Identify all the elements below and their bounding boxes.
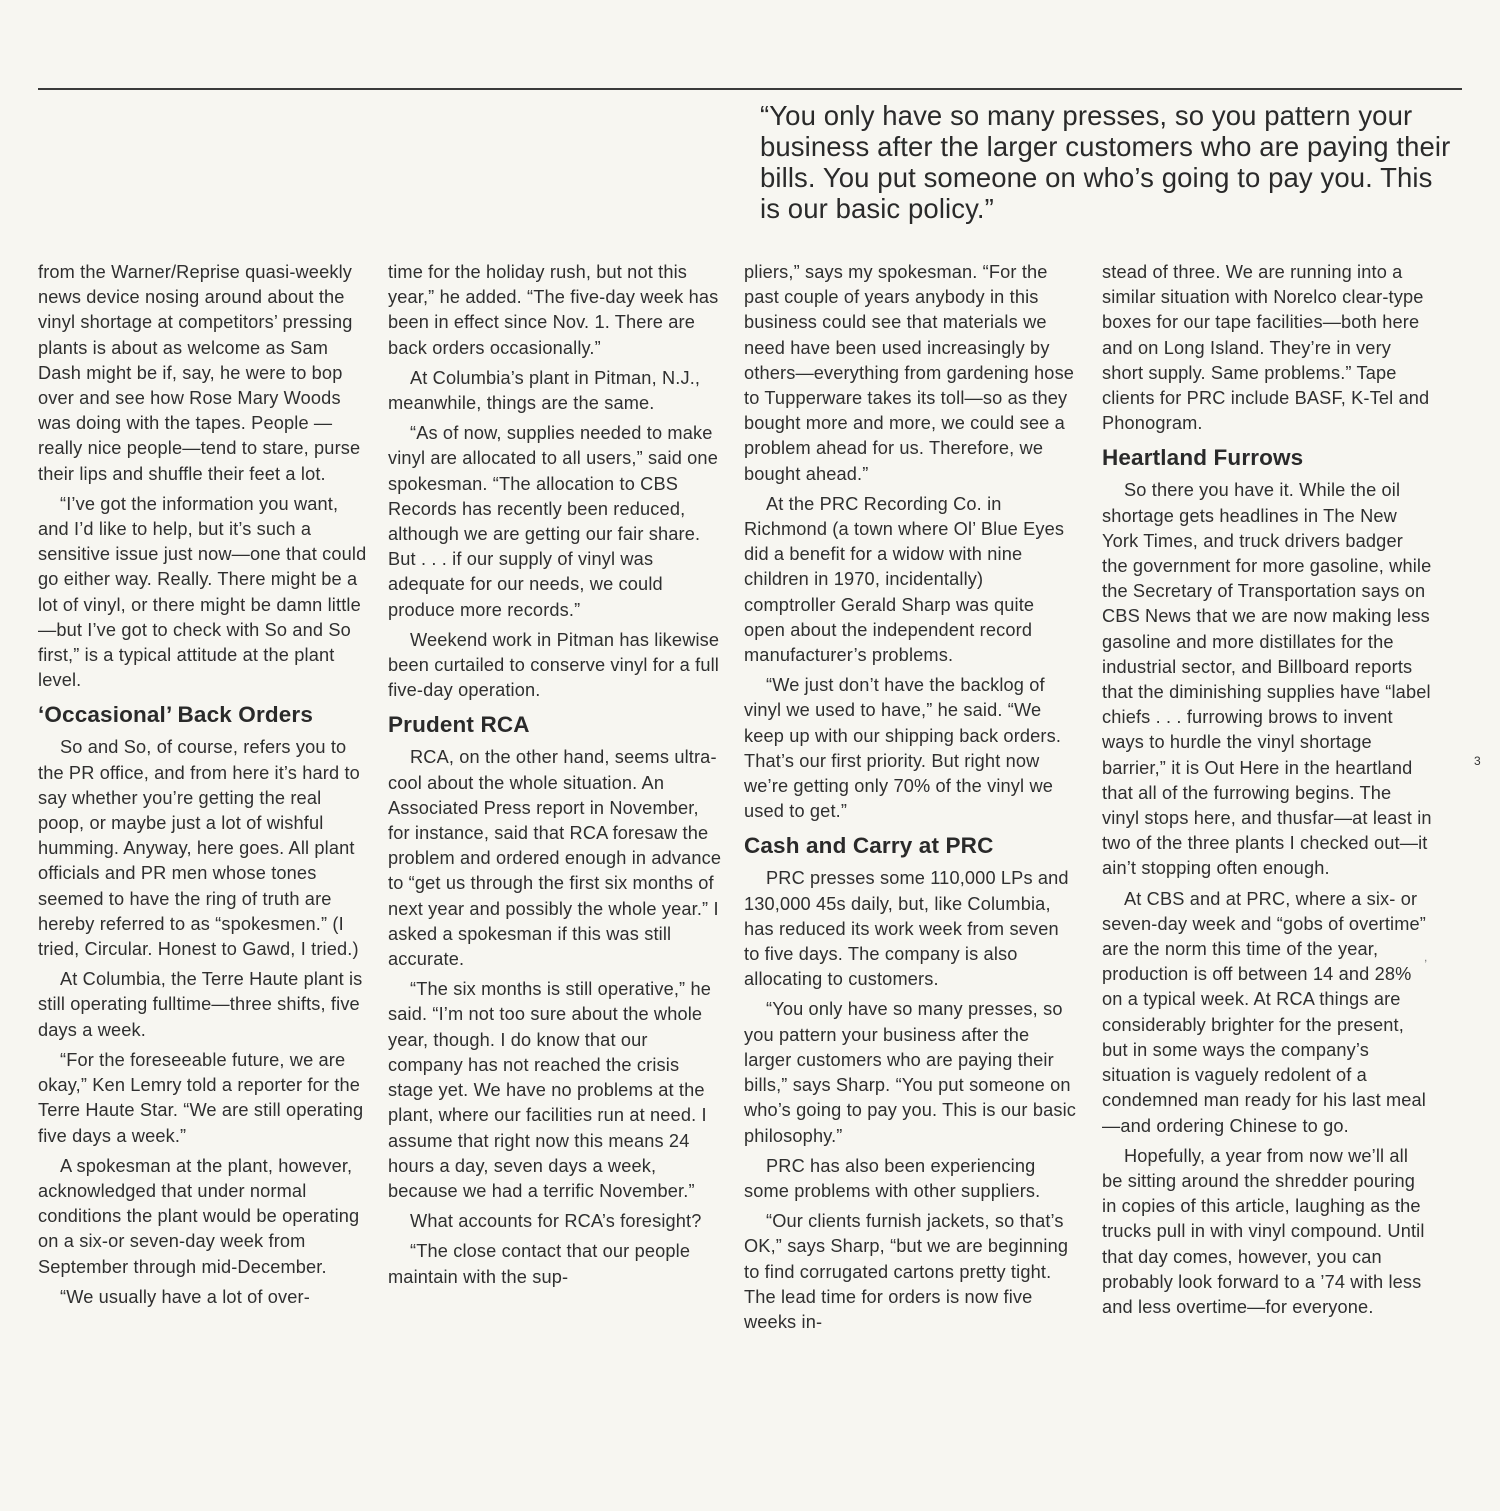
section-heading: Heartland Furrows xyxy=(1102,445,1304,471)
article-paragraph: “We just don’t have the backlog of vinyl we used to have,” he said. “We keep up with our shipping back orders. That’s our first priority. But right now we’re getting only 70% of the vinyl we used to get.” xyxy=(744,675,1062,822)
article-paragraph: So there you have it. While the oil shortage gets headlines in The New York Times, and truck drivers badger the government for more gasoline, while the Secretary of Transportation says on CBS News that we are now making less gasoline and more distillates for the industrial sector, and Billboard reports that the diminishing supplies have “label chiefs . . . furrowing brows to invent ways to hurdle the vinyl shortage barrier,” it is Out Here in the heartland that all of the furrowing begins. The vinyl stops here, and thusfar—at least in two of the three plants I checked out—it ain’t stopping often enough. xyxy=(1102,480,1432,879)
section-heading: Cash and Carry at PRC xyxy=(744,833,994,859)
article-column-3 xyxy=(744,260,1077,1500)
pull-quote: “You only have so many presses, so you pattern your business after the larger customers who are paying their bills. You put someone on who’s going to pay you. This is our basic policy.” xyxy=(760,100,1451,224)
article-paragraph: Weekend work in Pitman has likewise been curtailed to conserve vinyl for a full five-day operation. xyxy=(388,629,720,701)
section-heading: Prudent RCA xyxy=(388,712,530,738)
article-paragraph: PRC has also been experiencing some problems with other suppliers. xyxy=(744,1155,1041,1201)
article-paragraph: “We usually have a lot of over- xyxy=(60,1286,310,1307)
article-paragraph: A spokesman at the plant, however, acknowledged that under normal conditions the plant would be operating on a six-or seven-day week from September through mid-December. xyxy=(38,1155,360,1277)
article-paragraph: PRC presses some 110,000 LPs and 130,000 45s daily, but, like Columbia, has reduced its work week from seven to five days. The company is also allocating to customers. xyxy=(744,868,1069,990)
article-paragraph: “As of now, supplies needed to make vinyl are allocated to all users,” said one spokesman. “The allocation to CBS Records has recently been reduced, although we are getting our fair share. But . . . if our supply of vinyl was adequate for our needs, we could produce more records.” xyxy=(388,423,718,620)
section-heading: ‘Occasional’ Back Orders xyxy=(38,702,313,728)
article-paragraph: RCA, on the other hand, seems ultra-cool about the whole situation. An Associated Press report in November, for instance, said that RCA foresaw the problem and ordered enough in advance to “get us through the first six months of next year and possibly the whole year.” I asked a spokesman if this was still accurate. xyxy=(388,747,722,970)
article-paragraph: “You only have so many presses, so you pattern your business after the larger customers who are paying their bills,” says Sharp. “You put someone on who’s going to pay you. This is our basic philosophy.” xyxy=(744,999,1077,1146)
article-column-4 xyxy=(1102,260,1432,1500)
article-paragraph: At Columbia’s plant in Pitman, N.J., meanwhile, things are the same. xyxy=(388,367,701,414)
article-column-2 xyxy=(388,260,723,1500)
article-paragraph: So and So, of course, refers you to the PR office, and from here it’s hard to say whether you’re getting the real poop, or maybe just a lot of wishful humming. Anyway, here goes. All plant officials and PR men whose tones seemed to have the ring of truth are hereby referred to as “spokesmen.” (I tried, Circular. Honest to Gawd, I tried.) xyxy=(38,737,360,960)
article-paragraph: time for the holiday rush, but not this year,” he added. “The five-day week has been in effect since Nov. 1. There are back orders occasionally.” xyxy=(388,262,719,358)
stray-mark: , xyxy=(1424,950,1428,964)
article-paragraph: “For the foreseeable future, we are okay,” Ken Lemry told a reporter for the Terre Haute Star. “We are still operating five days a week.” xyxy=(38,1049,364,1146)
page-number: 3 xyxy=(1474,754,1481,768)
article-paragraph: Hopefully, a year from now we’ll all be sitting around the shredder pouring in copies of this article, laughing as the trucks pull in with vinyl compound. Until that day comes, however, you can probably look forward to a ’74 with less and less overtime—for everyone. xyxy=(1102,1145,1425,1317)
article-paragraph: “Our clients furnish jackets, so that’s OK,” says Sharp, “but we are beginning to find corrugated cartons pretty tight. The lead time for orders is now five weeks in- xyxy=(744,1211,1069,1332)
article-paragraph: stead of three. We are running into a similar situation with Norelco clear-type boxes for our tape facilities—both here and on Long Island. They’re in very short supply. Same problems.” Tape clients for PRC include BASF, K-Tel and Phonogram. xyxy=(1102,262,1430,434)
article-paragraph: What accounts for RCA’s foresight? xyxy=(410,1211,702,1232)
article-paragraph: “The six months is still operative,” he said. “I’m not too sure about the whole year, though. I do know that our company has not reached the crisis stage yet. We have no problems at the plant, where our facilities run at need. I assume that right now this means 24 hours a day, seven days a week, because we had a terrific November.” xyxy=(388,979,711,1201)
article-paragraph: At CBS and at PRC, where a six- or seven-day week and “gobs of overtime” are the norm this time of the year, production is off between 14 and 28% on a typical week. At RCA things are considerably brighter for the present, but in some ways the company’s situation is vaguely redolent of a condemned man ready for his last meal—and ordering Chinese to go. xyxy=(1102,888,1426,1136)
article-paragraph: At Columbia, the Terre Haute plant is still operating fulltime—three shifts, five days a week. xyxy=(38,969,363,1040)
article-paragraph: “The close contact that our people maintain with the sup- xyxy=(388,1241,691,1287)
article-paragraph: from the Warner/Reprise quasi-weekly news device nosing around about the vinyl shortage at competitors’ pressing plants is about as welcome as Sam Dash might be if, say, he were to bop over and see how Rose Mary Woods was doing with the tapes. People —really nice people—tend to stare, purse their lips and shuffle their feet a lot. xyxy=(38,262,361,484)
article-column-1 xyxy=(38,260,368,1500)
article-paragraph: pliers,” says my spokesman. “For the past couple of years anybody in this business could see that materials we need have been used increasingly by others—everything from gardening hose to Tupperware takes its toll—so as they bought more and more, we could see a problem ahead for us. Therefore, we bought ahead.” xyxy=(744,262,1075,484)
article-paragraph: At the PRC Recording Co. in Richmond (a town where Ol’ Blue Eyes did a benefit for a widow with nine children in 1970, incidentally) comptroller Gerald Sharp was quite open about the independent record manufacturer’s problems. xyxy=(744,493,1065,666)
top-rule xyxy=(38,88,1462,90)
article-paragraph: “I’ve got the information you want, and I’d like to help, but it’s such a sensitive issue just now—one that could go either way. Really. There might be a lot of vinyl, or there might be damn little—but I’ve got to check with So and So first,” is a typical attitude at the plant level. xyxy=(38,493,367,691)
